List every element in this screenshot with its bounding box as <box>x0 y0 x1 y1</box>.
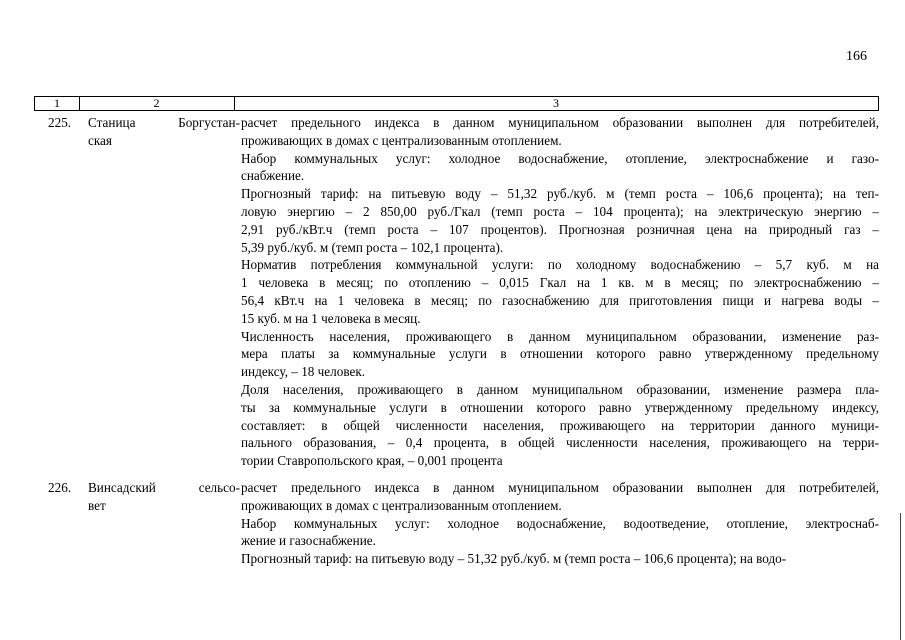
page-edge-rule <box>900 513 901 640</box>
paragraph-line: жение и газоснабжение. <box>241 533 376 549</box>
table-header-col-1: 1 <box>35 97 80 110</box>
municipality-name-line: ская <box>88 132 112 148</box>
paragraph-line: проживающих в домах с централизованным отоплением. <box>241 132 562 148</box>
paragraph-line: снабжение. <box>241 168 305 184</box>
paragraph-line: 2,91 руб./кВт.ч (темп роста – 107 процентов). Прогнозная розничная цена на природный газ – <box>241 221 879 237</box>
paragraph-line: 5,39 руб./куб. м (темп роста – 102,1 процента). <box>241 239 504 255</box>
municipality-name-line: вет <box>88 497 106 513</box>
entry-description <box>241 479 879 568</box>
paragraph-line: пального образования, – 0,4 процента, в общей численности населения, проживающего на терри- <box>241 435 879 451</box>
paragraph-line: 56,4 кВт.ч на 1 человека в месяц; по газоснабжению для приготовления пищи и нагрева воды – <box>241 292 879 308</box>
paragraph-line: тории Ставропольского края, – 0,001 процента <box>241 453 503 469</box>
description-paragraph <box>241 328 879 381</box>
paragraph-line: расчет предельного индекса в данном муниципальном образовании выполнен для потребителей, <box>241 115 879 130</box>
paragraph-line: проживающих в домах с централизованным отоплением. <box>241 497 562 513</box>
entry-number: 225. <box>48 115 72 130</box>
paragraph-line: составляет: в общей численности населения, проживающего на территории данного муници- <box>241 417 879 433</box>
paragraph-line: 1 человека в месяц; по отоплению – 0,015 Гкал на 1 кв. м в месяц; по электроснабжению – <box>241 275 879 291</box>
description-paragraph <box>241 479 879 515</box>
paragraph-line: Численность населения, проживающего в данном муниципальном образовании, изменение раз- <box>241 328 879 344</box>
paragraph-line: индексу, – 18 человек. <box>241 364 366 380</box>
municipality-name <box>88 114 240 150</box>
paragraph-line: ловую энергию – 2 850,00 руб./Гкал (темп роста – 104 процента); на электрическую энергию – <box>241 203 879 219</box>
paragraph-line: Набор коммунальных услуг: холодное водоснабжение, отопление, электроснабжение и газо- <box>241 150 879 166</box>
paragraph-line: ты за коммунальные услуги в отношении которого равно утвержденному предельному индексу, <box>241 399 879 415</box>
table-header-row <box>34 96 879 111</box>
paragraph-line: расчет предельного индекса в данном муниципальном образовании выполнен для потребителей, <box>241 480 879 495</box>
paragraph-line: Набор коммунальных услуг: холодное водоснабжение, водоотведение, отопление, электроснаб- <box>241 515 879 531</box>
paragraph-line: 15 куб. м на 1 человека в месяц. <box>241 310 421 326</box>
paragraph-line: Доля населения, проживающего в данном муниципальном образовании, изменение размера пла- <box>241 381 879 397</box>
description-paragraph <box>241 256 879 327</box>
paragraph-line: Норматив потребления коммунальной услуги: по холодному водоснабжению – 5,7 куб. м на <box>241 257 879 273</box>
paragraph-line: Прогнозный тариф: на питьевую воду – 51,32 руб./куб. м (темп роста – 106,6 процента); на теп- <box>241 186 879 202</box>
description-paragraph <box>241 185 879 256</box>
municipality-name-line: Станица Боргустан- <box>88 115 240 130</box>
description-paragraph <box>241 550 879 568</box>
entry-description <box>241 114 879 470</box>
municipality-name-line: Винсадский сельсо- <box>88 480 240 495</box>
paragraph-line: Прогнозный тариф: на питьевую воду – 51,32 руб./куб. м (темп роста – 106,6 процента); на водо- <box>241 551 787 567</box>
description-paragraph <box>241 114 879 150</box>
page-number: 166 <box>846 49 867 64</box>
description-paragraph <box>241 150 879 186</box>
description-paragraph <box>241 515 879 551</box>
table-header-col-2: 2 <box>79 97 235 110</box>
description-paragraph <box>241 381 879 470</box>
paragraph-line: мера платы за коммунальные услуги в отношении которого равно утвержденному предельному <box>241 346 879 362</box>
entry-number: 226. <box>48 480 72 495</box>
municipality-name <box>88 479 240 515</box>
table-header-col-3: 3 <box>553 96 559 110</box>
